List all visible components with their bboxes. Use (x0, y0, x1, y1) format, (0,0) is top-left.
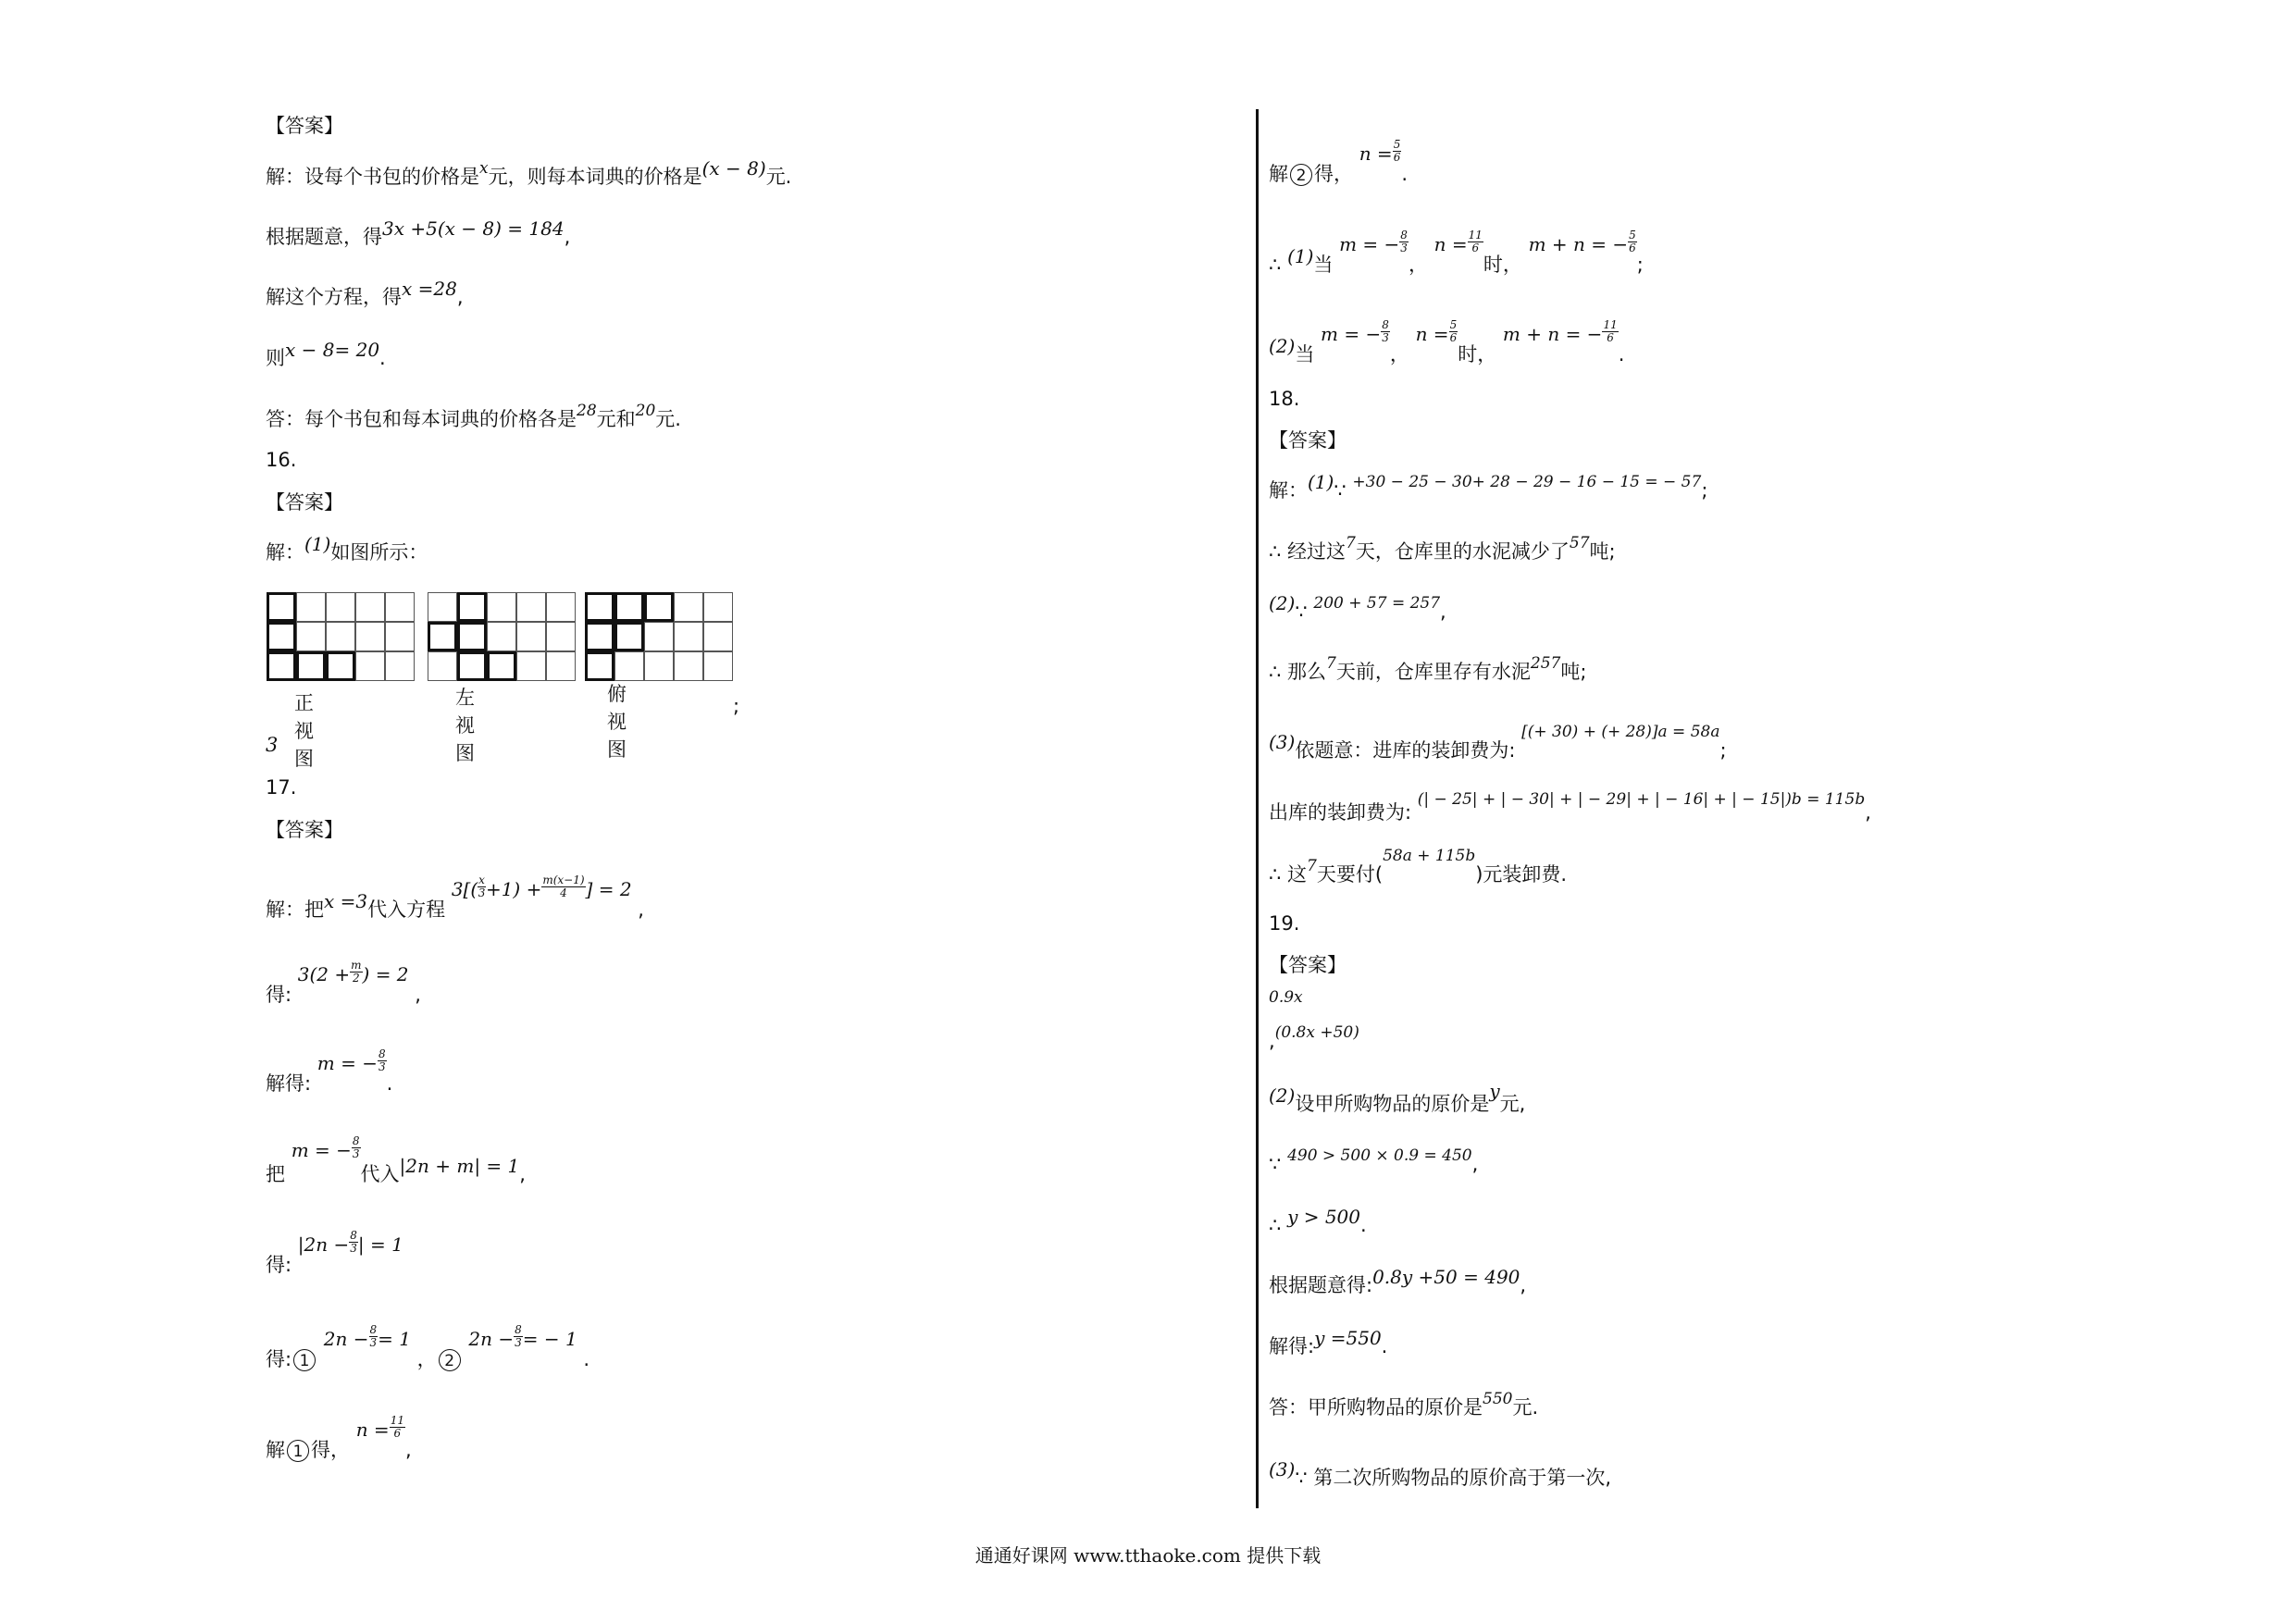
q18-line-6: 出库的装卸费为: $^{(| - 25| + | - 30| + | - 29| + | - 16| + | - 15|)b = 115b}$, (1269, 790, 1871, 824)
front-view-label: 正视图 (294, 692, 314, 770)
q19-line-2: ,$^{(0.8x +50)}$ (1269, 1023, 1359, 1052)
q19-line-8: 答：甲所购物品的原价是$^{550}$元. (1269, 1390, 1539, 1419)
q17-line-1: 解：把x =3代入方程 3[( $\frac{x}{3}$ +1) + $\frac{m(x-1)}{4}$ ] = 2 , (266, 873, 644, 921)
top-view-grid (585, 592, 733, 681)
left-view-grid (428, 592, 576, 681)
right-line-3: (2)当 m = − $\frac{8}{3}$ ， n = $\frac{5}{6}$ 时， m + n = − $\frac{11}{6}$ . (1269, 317, 1625, 365)
q17-line-7: 解 1 得， n = $\frac{11}{6}$ , (266, 1413, 412, 1461)
q18-line-1: 解：(1)∵ $^{+30 - 25 - 30+ 28 - 29 - 16 - 15 = - 57}$; (1269, 471, 1708, 502)
footer-credit: 通通好课网 www.tthaoke.com 提供下载 (974, 1544, 1322, 1567)
q17-line-5: 得: |2n − $\frac{8}{3}$ | = 1 (266, 1228, 403, 1276)
q16-part-2: 3 (266, 734, 279, 756)
q19-line-3: (2)设甲所购物品的原价是y元, (1269, 1080, 1526, 1115)
q18-line-3: (2)∵ $^{200 + 57 = 257}$, (1269, 592, 1446, 623)
q17-answer-label: 【答案】 (266, 819, 343, 841)
q15-line-5: 答：每个书包和每本词典的价格各是$^{28}$元和$^{20}$元. (266, 402, 681, 430)
q15-line-3: 解这个方程，得x =28, (266, 278, 464, 308)
q19-answer-label: 【答案】 (1269, 954, 1347, 976)
left-view-label: 左视图 (455, 687, 475, 764)
q18-number: 18. (1269, 388, 1300, 410)
q18-answer-label: 【答案】 (1269, 429, 1347, 452)
q18-line-4: ∴ 那么$^7$天前，仓库里存有水泥$^{257}$吨; (1269, 654, 1587, 683)
q19-line-9: (3)∵ 第二次所购物品的原价高于第一次, (1269, 1458, 1612, 1489)
q19-line-4: ∵ $^{490 > 500 \times 0.9 = 450}$, (1269, 1146, 1479, 1175)
q17-number: 17. (266, 776, 297, 799)
q17-line-4: 把 m = − $\frac{8}{3}$ 代入|2n + m| = 1, (266, 1134, 526, 1185)
q19-line-6: 根据题意得:0.8y +50 = 490, (1269, 1266, 1527, 1296)
front-view-grid (267, 592, 415, 681)
column-divider (1256, 109, 1259, 1508)
right-line-2: ∴ (1)当 m = − $\frac{8}{3}$ ， n = $\frac{11}{6}$ 时， m + n = − $\frac{5}{6}$ ; (1269, 228, 1644, 276)
q18-line-5: (3)依题意：进库的装卸费为: $^{[(+ 30) + (+ 28)]a = 58a}$; (1269, 723, 1727, 762)
q18-line-7: ∴ 这$^7$天要付($^{58a + 115b}$)元装卸费. (1269, 847, 1568, 886)
q15-line-1: 解：设每个书包的价格是$^x$元，则每本词典的价格是(x − 8)元. (266, 157, 792, 188)
right-line-1: 解 2 得， n = $\frac{5}{6}$ . (1269, 137, 1409, 185)
q19-number: 19. (1269, 912, 1300, 935)
q17-line-2: 得: 3(2 + $\frac{m}{2}$ ) = 2 , (266, 958, 421, 1006)
q16-answer-label: 【答案】 (266, 491, 343, 514)
q17-line-3: 解得: m = − $\frac{8}{3}$ . (266, 1047, 393, 1095)
q16-tail: ; (733, 695, 740, 717)
q18-line-2: ∴ 经过这$^7$天，仓库里的水泥减少了$^{57}$吨; (1269, 534, 1616, 563)
q15-line-4: 则x − 8= 20. (266, 339, 386, 369)
top-view-label: 俯视图 (607, 683, 627, 761)
answer-label: 【答案】 (266, 115, 343, 137)
q19-line-7: 解得:y =550. (1269, 1327, 1388, 1357)
q17-line-6: 得: 1 2n − $\frac{8}{3}$ = 1 ， 2 2n − $\frac{8}{3}$ = − 1 . (266, 1322, 590, 1370)
q15-line-2: 根据题意，得3x +5(x − 8) = 184, (266, 217, 571, 248)
q19-line-1: 0.9x (1269, 988, 1303, 1007)
q16-line-1: 解：(1)如图所示： (266, 533, 428, 564)
q19-line-5: ∴ y > 500. (1269, 1206, 1367, 1236)
q16-number: 16. (266, 449, 297, 471)
